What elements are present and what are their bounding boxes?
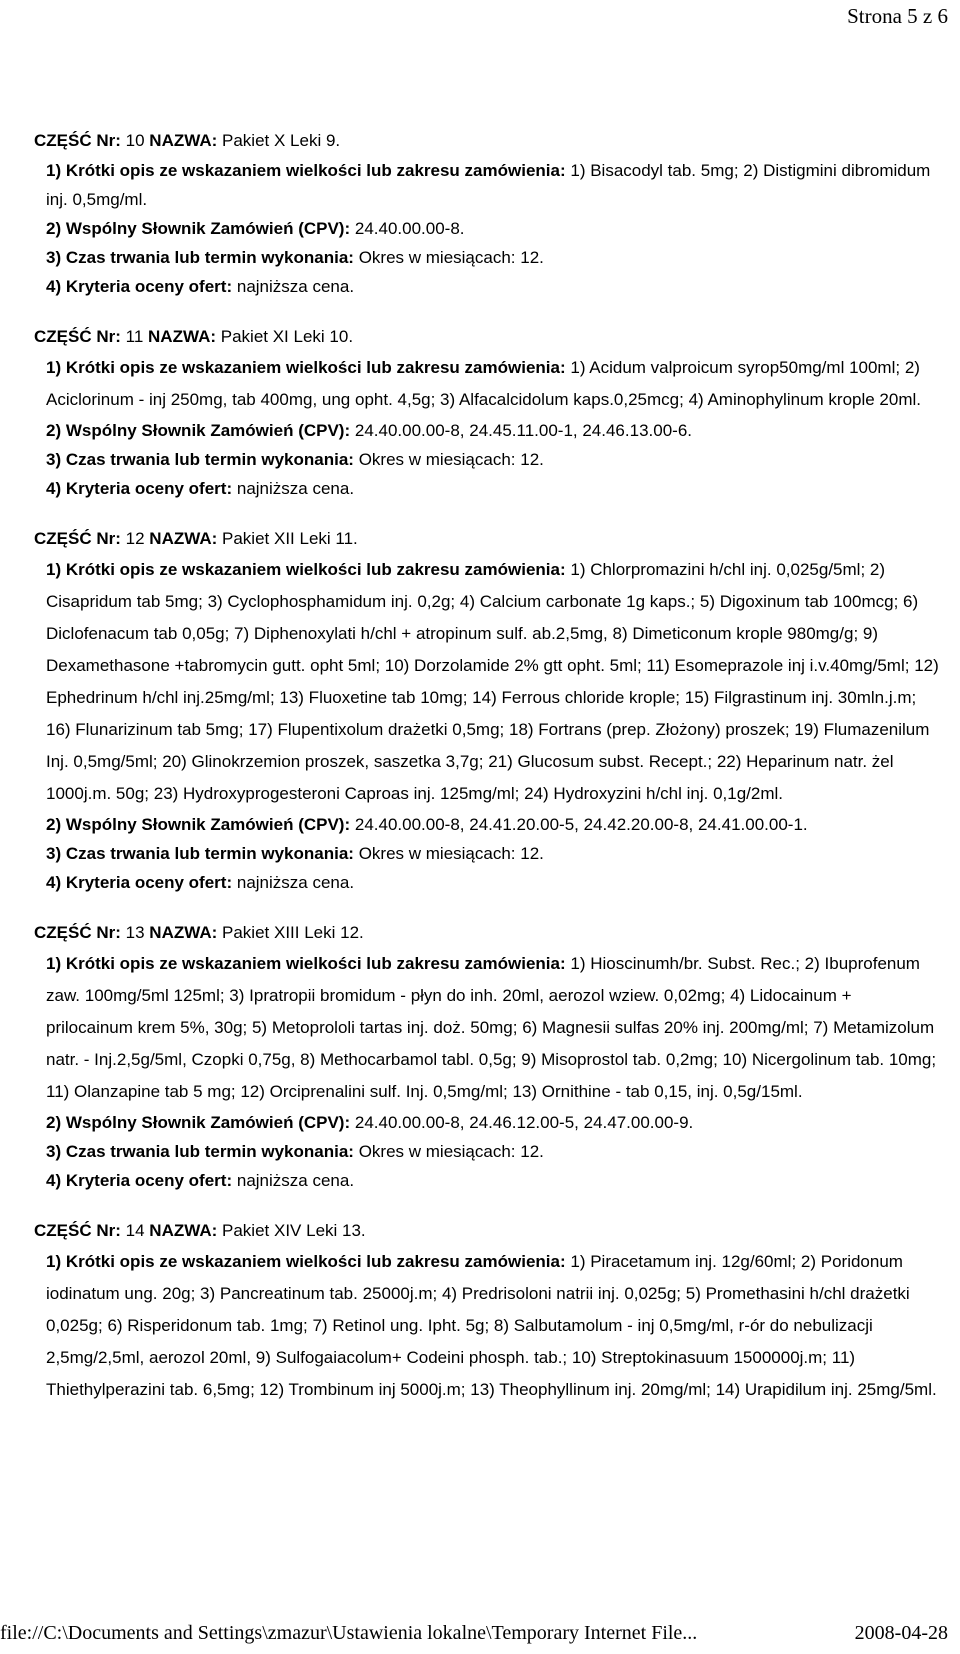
description-item [34,156,939,214]
opis-label: 1) Krótki opis ze wskazaniem wielkości lub zakresu zamówienia: [46,358,566,377]
section-title [34,126,939,156]
description-item [34,948,939,1108]
criteria-item [34,1166,939,1195]
kryteria-label: 4) Kryteria oceny ofert: [46,873,233,892]
section-number: 12 [125,529,145,548]
nazwa-label: NAZWA: [149,923,218,942]
file-path: file://C:\Documents and Settings\zmazur\Ustawienia lokalne\Temporary Internet File... [0,1622,698,1644]
cpv-label: 2) Wspólny Słownik Zamówień (CPV): [46,421,351,440]
section-title [34,918,939,948]
section-number: 10 [125,131,145,150]
section-title [34,1216,939,1246]
czas-value: Okres w miesiącach: 12. [358,450,544,469]
opis-label: 1) Krótki opis ze wskazaniem wielkości lub zakresu zamówienia: [46,1252,566,1271]
czas-label: 3) Czas trwania lub termin wykonania: [46,248,354,267]
opis-value: 1) Bisacodyl tab. 5mg; 2) Distigmini dibromidum inj. 0,5mg/ml. [46,161,931,209]
print-date: 2008-04-28 [854,1622,948,1644]
cpv-value: 24.40.00.00-8, 24.45.11.00-1, 24.46.13.00-6. [354,421,692,440]
document-body [34,126,939,1430]
czesc-label: CZĘŚĆ Nr: [34,131,121,150]
section-name: Pakiet X Leki 9. [222,131,341,150]
nazwa-label: NAZWA: [149,529,218,548]
description-item [34,554,939,810]
description-item [34,352,939,416]
section-name: Pakiet XII Leki 11. [222,529,358,548]
section-number: 14 [125,1221,145,1240]
czesc-label: CZĘŚĆ Nr: [34,529,121,548]
czas-label: 3) Czas trwania lub termin wykonania: [46,844,354,863]
section-11 [34,322,939,503]
criteria-item [34,868,939,897]
nazwa-label: NAZWA: [149,1221,218,1240]
section-12 [34,524,939,897]
nazwa-label: NAZWA: [149,131,218,150]
section-10 [34,126,939,301]
czas-label: 3) Czas trwania lub termin wykonania: [46,450,354,469]
kryteria-value: najniższa cena. [236,1171,355,1190]
description-item [34,1246,939,1406]
cpv-item [34,416,939,445]
opis-value: 1) Chlorpromazini h/chl inj. 0,025g/5ml; 2) Cisapridum tab 5mg; 3) Cyclophosphamidum inj. 0,2g; 4) Calcium carbonate 1g kaps.; 5) Digoxinum tab 100mcg; 6) Diclofenacum tab 0,05g; 7) Diphenoxylati h/chl + atropinum sulf. ab.2,5mg, 8) Dimeticonum krople 980mg/g; 9) Dexamethasone +tabromycin gutt. opht 5ml; 10) Dorzolamide 2% gtt opht. 5ml; 11) Esomeprazole inj i.v.40mg/5ml; 12) Ephedrinum h/chl inj.25mg/ml; 13) Fluoxetine tab 10mg; 14) Ferrous chloride krople; 15) Filgrastinum inj. 30mln.j.m; 16) Flunarizinum tab 5mg; 17) Flupentixolum drażetki 0,5mg; 18) Fortrans (prep. Złożony) proszek; 19) Flumazenilum Inj. 0,5mg/5ml; 20) Glinokrzemion proszek, saszetka 3,7g; 21) Glucosum subst. Recept.; 22) Heparinum natr. żel 1000j.m. 50g; 23) Hydroxyprogesteroni Caproas inj. 125mg/ml; 24) Hydroxyzini h/chl inj. 0,1g/2ml. [46,560,939,803]
opis-label: 1) Krótki opis ze wskazaniem wielkości lub zakresu zamówienia: [46,560,566,579]
section-name: Pakiet XIV Leki 13. [222,1221,366,1240]
nazwa-label: NAZWA: [148,327,217,346]
cpv-value: 24.40.00.00-8, 24.41.20.00-5, 24.42.20.00-8, 24.41.00.00-1. [354,815,808,834]
cpv-item [34,214,939,243]
cpv-item [34,1108,939,1137]
kryteria-value: najniższa cena. [236,479,355,498]
czas-label: 3) Czas trwania lub termin wykonania: [46,1142,354,1161]
duration-item [34,839,939,868]
opis-value: 1) Hioscinumh/br. Subst. Rec.; 2) Ibuprofenum zaw. 100mg/5ml 125ml; 3) Ipratropii bromidum - płyn do inh. 20ml, aerozol wziew. 0,02mg; 4) Lidocainum + prilocainum krem 5%, 30g; 5) Metoprololi tartas inj. doż. 50mg; 6) Magnesii sulfas 20% inj. 200mg/ml; 7) Metamizolum natr. - Inj.2,5g/5ml, Czopki 0,75g, 8) Methocarbamol tabl. 0,5g; 9) Misoprostol tab. 0,2mg; 10) Nicergolinum tab. 10mg; 11) Olanzapine tab 5 mg; 12) Orciprenalini sulf. Inj. 0,5mg/ml; 13) Ornithine - tab 0,15, inj. 0,5g/15ml. [46,954,937,1101]
section-13 [34,918,939,1195]
cpv-label: 2) Wspólny Słownik Zamówień (CPV): [46,219,351,238]
section-name: Pakiet XIII Leki 12. [222,923,364,942]
section-title [34,322,939,352]
opis-label: 1) Krótki opis ze wskazaniem wielkości lub zakresu zamówienia: [46,954,566,973]
kryteria-value: najniższa cena. [236,873,355,892]
cpv-item [34,810,939,839]
cpv-value: 24.40.00.00-8, 24.46.12.00-5, 24.47.00.00-9. [354,1113,694,1132]
kryteria-label: 4) Kryteria oceny ofert: [46,277,233,296]
duration-item [34,445,939,474]
section-14 [34,1216,939,1406]
czesc-label: CZĘŚĆ Nr: [34,1221,121,1240]
page-number: Strona 5 z 6 [847,4,948,28]
czas-value: Okres w miesiącach: 12. [358,248,544,267]
opis-label: 1) Krótki opis ze wskazaniem wielkości lub zakresu zamówienia: [46,161,566,180]
section-number: 13 [125,923,145,942]
czesc-label: CZĘŚĆ Nr: [34,923,121,942]
opis-value: 1) Piracetamum inj. 12g/60ml; 2) Poridonum iodinatum ung. 20g; 3) Pancreatinum tab. 25000j.m; 4) Predrisoloni natrii inj. 0,025g; 5) Promethasini h/chl drażetki 0,025g; 6) Risperidonum tab. 1mg; 7) Retinol ung. Ipht. 5g; 8) Salbutamolum - inj 0,5mg/ml, r-ór do nebulizacji 2,5mg/2,5ml, aerozol 20ml, 9) Sulfogaiacolum+ Codeini phosph. tab.; 10) Streptokinasuum 1500000j.m; 11) Thiethylperazini tab. 6,5mg; 12) Trombinum inj 5000j.m; 13) Theophyllinum inj. 20mg/ml; 14) Urapidilum inj. 25mg/5ml. [46,1252,937,1399]
cpv-value: 24.40.00.00-8. [354,219,465,238]
section-name: Pakiet XI Leki 10. [220,327,354,346]
czesc-label: CZĘŚĆ Nr: [34,327,121,346]
kryteria-label: 4) Kryteria oceny ofert: [46,479,233,498]
kryteria-label: 4) Kryteria oceny ofert: [46,1171,233,1190]
duration-item [34,1137,939,1166]
cpv-label: 2) Wspólny Słownik Zamówień (CPV): [46,1113,351,1132]
cpv-label: 2) Wspólny Słownik Zamówień (CPV): [46,815,351,834]
kryteria-value: najniższa cena. [236,277,355,296]
criteria-item [34,474,939,503]
duration-item [34,243,939,272]
criteria-item [34,272,939,301]
opis-value: 1) Acidum valproicum syrop50mg/ml 100ml; 2) Aciclorinum - inj 250mg, tab 400mg, ung opht. 4,5g; 3) Alfacalcidolum kaps.0,25mcg; 4) Aminophylinum krople 20ml. [46,358,922,409]
section-title [34,524,939,554]
section-number: 11 [125,327,144,346]
czas-value: Okres w miesiącach: 12. [358,1142,544,1161]
czas-value: Okres w miesiącach: 12. [358,844,544,863]
